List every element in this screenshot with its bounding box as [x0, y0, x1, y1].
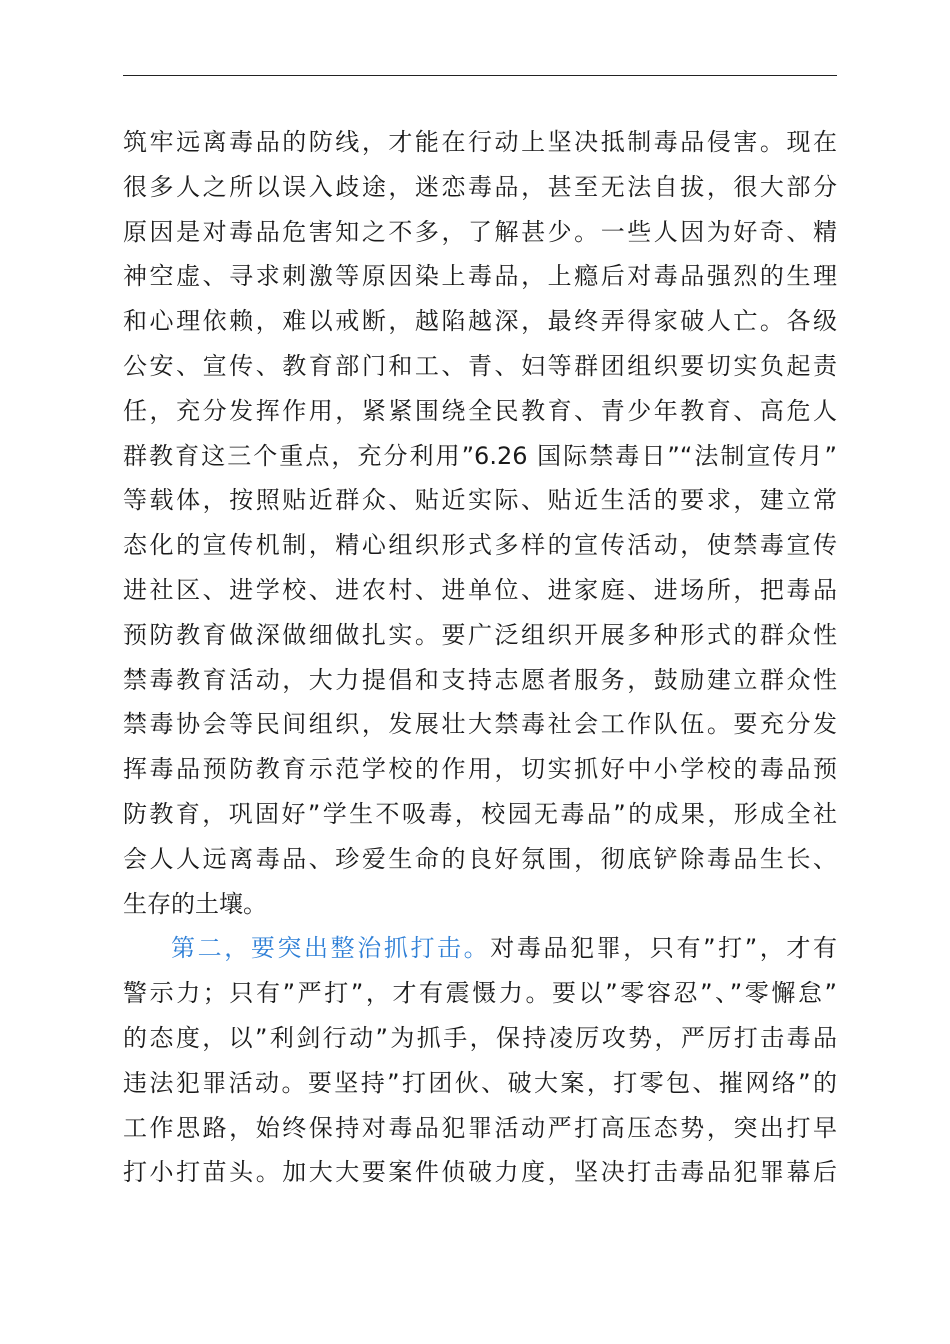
text-line: 任，充分发挥作用，紧紧围绕全民教育、青少年教育、高危人 — [123, 396, 837, 425]
text-line: 公安、宣传、教育部门和工、青、妇等群团组织要切实负起责 — [123, 351, 837, 380]
text-line: 违法犯罪活动。要坚持”打团伙、破大案，打零包、摧网络”的 — [123, 1068, 837, 1097]
text-line: 禁毒教育活动，大力提倡和支持志愿者服务，鼓励建立群众性 — [123, 665, 837, 694]
paragraph-2-first-line — [123, 926, 837, 971]
paragraph-1 — [123, 120, 837, 926]
text-line: 神空虚、寻求刺激等原因染上毒品，上瘾后对毒品强烈的生理 — [123, 262, 837, 291]
body-text — [123, 120, 837, 1195]
text-run: 对毒品犯罪，只有”打”，才有 — [490, 934, 837, 963]
section-heading: 第二，要突出整治抓打击。 — [171, 934, 491, 963]
text-line: 原因是对毒品危害知之不多，了解甚少。一些人因为好奇、精 — [123, 217, 837, 246]
text-line: 挥毒品预防教育示范学校的作用，切实抓好中小学校的毒品预 — [123, 755, 837, 784]
text-line: 态化的宣传机制，精心组织形式多样的宣传活动，使禁毒宣传 — [123, 531, 837, 560]
text-line: 的态度，以”利剑行动”为抓手，保持凌厉攻势，严厉打击毒品 — [123, 1023, 837, 1052]
text-line: 禁毒协会等民间组织，发展壮大禁毒社会工作队伍。要充分发 — [123, 710, 837, 739]
text-line: 预防教育做深做细做扎实。要广泛组织开展多种形式的群众性 — [123, 620, 837, 649]
paragraph-2 — [123, 926, 837, 1195]
text-line: 防教育，巩固好”学生不吸毒，校园无毒品”的成果，形成全社 — [123, 799, 837, 828]
text-line: 很多人之所以误入歧途，迷恋毒品，甚至无法自拔，很大部分 — [123, 172, 837, 201]
text-line: 筑牢远离毒品的防线，才能在行动上坚决抵制毒品侵害。现在 — [123, 128, 837, 156]
text-line: 进社区、进学校、进农村、进单位、进家庭、进场所，把毒品 — [123, 575, 837, 604]
header-rule — [123, 75, 837, 76]
text-line: 群教育这三个重点，充分利用”6.26 国际禁毒日”“法制宣传月” — [123, 441, 837, 470]
text-line: 会人人远离毒品、珍爱生命的良好氛围，彻底铲除毒品生长、 — [123, 844, 837, 873]
text-line: 和心理依赖，难以戒断，越陷越深，最终弄得家破人亡。各级 — [123, 307, 837, 336]
text-line: 警示力；只有”严打”，才有震慑力。要以”零容忍”、”零懈怠” — [123, 979, 837, 1008]
text-line-last: 生存的土壤。 — [123, 889, 267, 918]
text-line: 打小打苗头。加大大要案件侦破力度，坚决打击毒品犯罪幕后 — [123, 1158, 837, 1187]
text-line: 等载体，按照贴近群众、贴近实际、贴近生活的要求，建立常 — [123, 486, 837, 515]
text-line: 工作思路，始终保持对毒品犯罪活动严打高压态势，突出打早 — [123, 1113, 837, 1142]
